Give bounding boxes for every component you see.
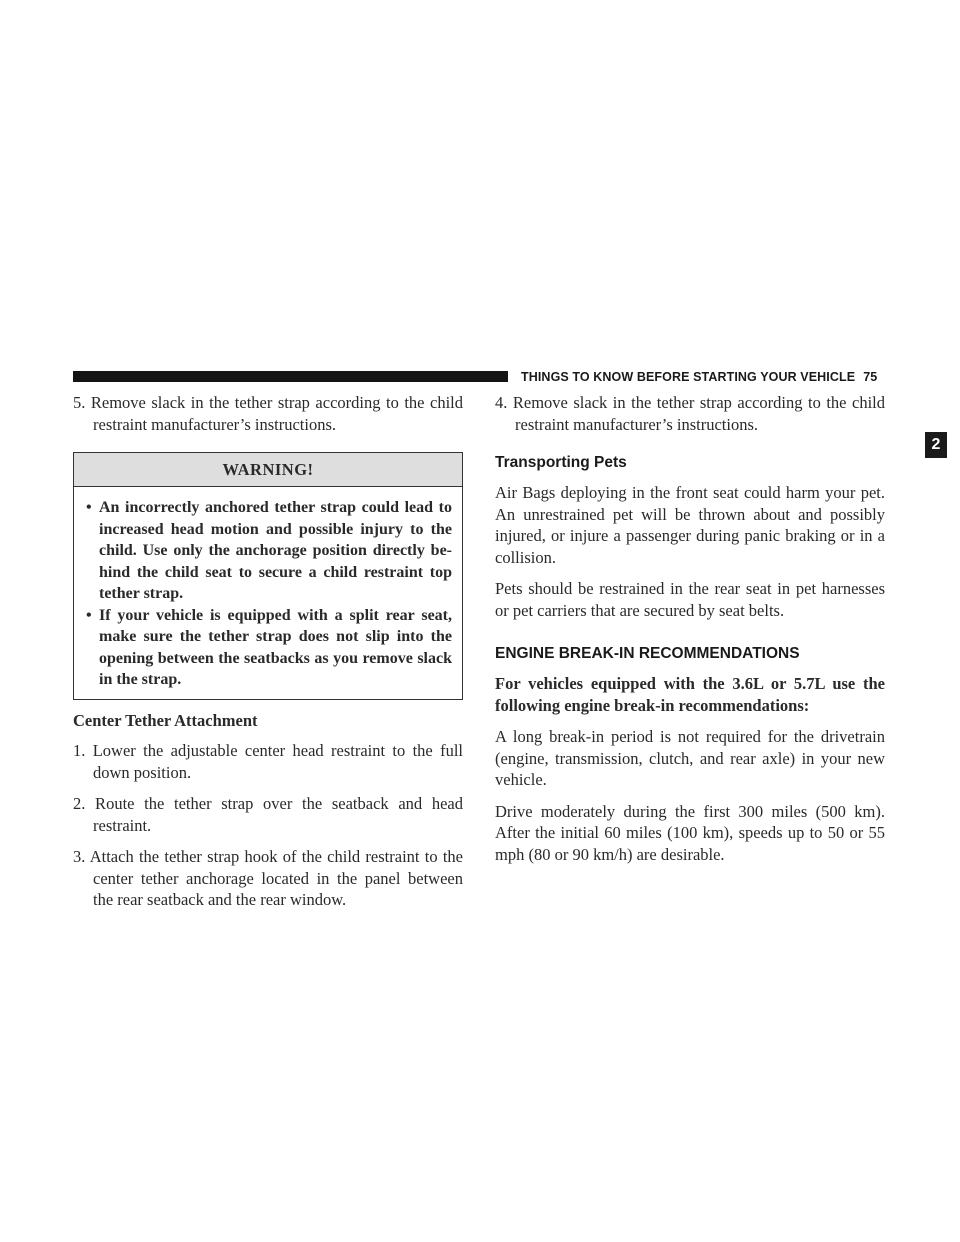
warning-item-text: An incorrectly anchored tether strap could lead to increased head motion and possible injury to the child. Use only the anchorage position directly be- hind the child seat to secure a child restraint top tether strap. <box>99 499 452 602</box>
step-5: 5. Remove slack in the tether strap according to the child restraint manufacturer’s instructions. <box>73 393 463 434</box>
warning-item <box>86 605 452 691</box>
center-step-3: 3. Attach the tether strap hook of the child restraint to the center tether anchorage located in the panel between the rear seatback and the rear window. <box>73 847 463 909</box>
bullet-icon: • <box>86 606 92 624</box>
engine-paragraph-1: A long break-in period is not required for the drivetrain (engine, transmission, clutch, and rear axle) in your new vehicle. <box>495 727 885 789</box>
center-step-1: 1. Lower the adjustable center head restraint to the full down position. <box>73 741 463 782</box>
right-column <box>495 392 885 865</box>
header-rule <box>73 371 508 382</box>
center-step-2: 2. Route the tether strap over the seatback and head restraint. <box>73 794 463 835</box>
step-4: 4. Remove slack in the tether strap according to the child restraint manufacturer’s instructions. <box>495 393 885 434</box>
warning-item <box>86 497 452 605</box>
engine-paragraph-2: Drive moderately during the first 300 miles (500 km). After the initial 60 miles (100 km), speeds up to 50 or 55 mph (80 or 90 km/h) are desirable. <box>495 801 885 864</box>
bullet-icon: • <box>86 499 92 516</box>
pets-paragraph-2: Pets should be restrained in the rear seat in pet harnesses or pet carriers that are secured by seat belts. <box>495 579 885 620</box>
header-title-text: THINGS TO KNOW BEFORE STARTING YOUR VEHICLE <box>521 370 856 384</box>
chapter-tab: 2 <box>925 432 947 458</box>
running-header <box>521 370 877 384</box>
center-tether-heading: Center Tether Attachment <box>73 710 258 730</box>
warning-body <box>74 487 462 699</box>
pets-paragraph-1: Air Bags deploying in the front seat could harm your pet. An unrestrained pet will be thrown about and possibly injured, or injure a passenger during panic braking or in a collision. <box>495 483 885 567</box>
engine-break-in-heading: ENGINE BREAK-IN RECOMMENDATIONS <box>495 645 800 662</box>
page-number: 75 <box>863 370 878 384</box>
warning-title: WARNING! <box>74 453 462 487</box>
warning-item-text: If your vehicle is equipped with a split rear seat, make sure the tether strap does not slip into the opening between the seatbacks as you remove slack in the strap. <box>99 606 452 688</box>
warning-box <box>73 452 463 700</box>
left-column <box>73 392 463 911</box>
engine-intro: For vehicles equipped with the 3.6L or 5.7L use the following engine break-in recommendations: <box>495 674 885 715</box>
transporting-pets-heading: Transporting Pets <box>495 454 627 471</box>
